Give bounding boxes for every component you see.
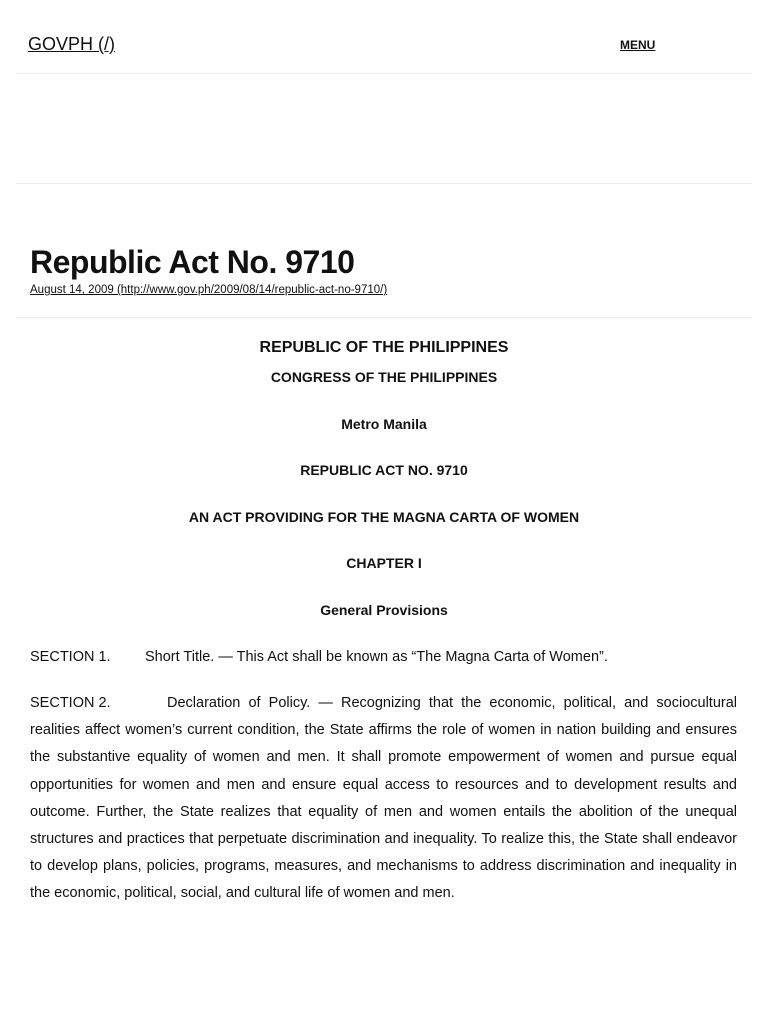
date-link[interactable]: August 14, 2009 (http://www.gov.ph/2009/08/14/republic-act-no-9710/) [30, 284, 388, 296]
menu-button[interactable]: MENU [620, 38, 656, 52]
heading-congress: CONGRESS OF THE PHILIPPINES [270, 369, 498, 385]
act-title: AN ACT PROVIDING FOR THE MAGNA CARTA OF WOMEN [188, 509, 580, 525]
heading-republic: REPUBLIC OF THE PHILIPPINES [259, 339, 509, 356]
divider [16, 317, 752, 318]
act-number: REPUBLIC ACT NO. 9710 [300, 462, 468, 478]
section-label: SECTION 1. [30, 649, 111, 665]
section-label: SECTION 2. [30, 695, 111, 711]
section-1 [30, 644, 737, 671]
govph-home-link[interactable]: GOVPH (/) [28, 34, 116, 54]
chapter: CHAPTER I [346, 555, 422, 571]
section-text: Short Title. — This Act shall be known as “The Magna Carta of Women”. [145, 649, 608, 665]
location: Metro Manila [341, 416, 427, 432]
site-header [16, 0, 752, 74]
section-text: Declaration of Policy. — Recognizing that the economic, political, and sociocultural realities affect women’s current condition, the State affirms the role of women in nation building and ensures the substantive equality of women and men. It shall promote empowerment of women and pursue equal opportunities for women and men and ensure equal access to resources and to development results and outcome. Further, the State realizes that equality of men and women entails the abolition of the unequal structures and practices that perpetuate discrimination and inequality. To realize this, the State shall endeavor to develop plans, policies, programs, measures, and mechanisms to address discrimination and inequality in the economic, political, social, and cultural life of women and men. [30, 695, 737, 902]
page-title: Republic Act No. 9710 [30, 244, 355, 280]
section-2 [30, 690, 737, 908]
divider [16, 183, 752, 184]
chapter-title: General Provisions [320, 602, 448, 618]
